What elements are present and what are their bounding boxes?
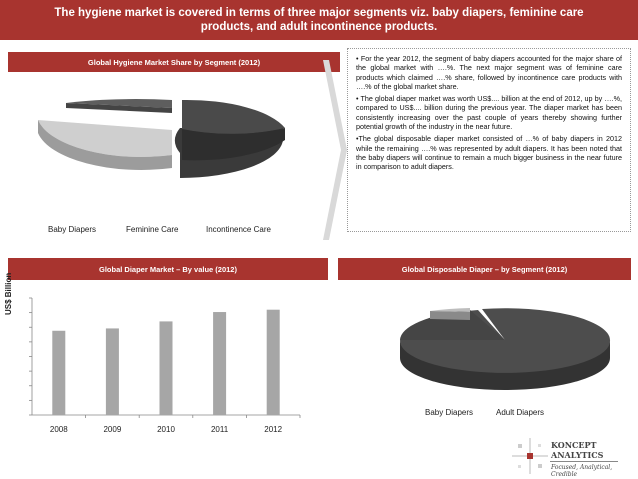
commentary-paragraph: • For the year 2012, the segment of baby diapers accounted for the major share of the global market with ….%. The next major segment was of feminine care products which claimed ….% share, followed by incontinence care products with ….% of the global market share. <box>356 54 622 91</box>
segment-legend-item-1: Baby Diapers <box>425 408 474 417</box>
logo-tagline: Focused, Analytical, Credible <box>551 464 613 478</box>
segment-legend-item-2: Adult Diapers <box>496 408 545 417</box>
x-tick-label: 2008 <box>49 425 68 434</box>
x-tick-label: 2012 <box>264 425 283 434</box>
logo-name-line2: ANALYTICS <box>551 450 604 460</box>
commentary-paragraph: • The global diaper market was worth US$.... billion at the end of 2012, up by ….%, compared to US$.... billion during the previous year. The diaper market has been consistently increasing over the past couple of years thereby showing further potential growth of the industry in the near future. <box>356 94 622 132</box>
x-tick-label: 2010 <box>157 425 175 434</box>
value-chart-ylabel: US$ Billion <box>4 272 13 315</box>
logo-name-line1: KONCEPT <box>551 440 597 450</box>
pie-slice-adult-side <box>430 311 470 320</box>
logo-wordmark <box>551 440 603 460</box>
koncept-logo-icon <box>512 438 548 474</box>
share-legend-item-1: Baby Diapers <box>48 225 97 234</box>
logo-divider <box>550 461 618 462</box>
segment-panel-title: Global Disposable Diaper – by Segment (2012) <box>401 264 568 274</box>
slide-title: The hygiene market is covered in terms of three major segments viz. baby diapers, feminine care products, and adult incontinence products. <box>54 7 584 33</box>
share-panel-title: Global Hygiene Market Share by Segment (2012) <box>87 57 261 67</box>
x-tick-label: 2009 <box>103 425 122 434</box>
value-panel-title: Global Diaper Market – By value (2012) <box>99 264 237 274</box>
x-tick-label: 2011 <box>210 425 229 434</box>
commentary-paragraph: •The global disposable diaper market consisted of …% of baby diapers in 2012 while the remaining ….% was represented by adult diapers. It has been noted that the baby diapers will continue to remain a much bigger business in the near future in comparison to adult diapers. <box>356 134 622 172</box>
share-legend-item-3: Incontinence Care <box>206 225 271 234</box>
share-legend-item-2: Feminine Care <box>126 225 179 234</box>
